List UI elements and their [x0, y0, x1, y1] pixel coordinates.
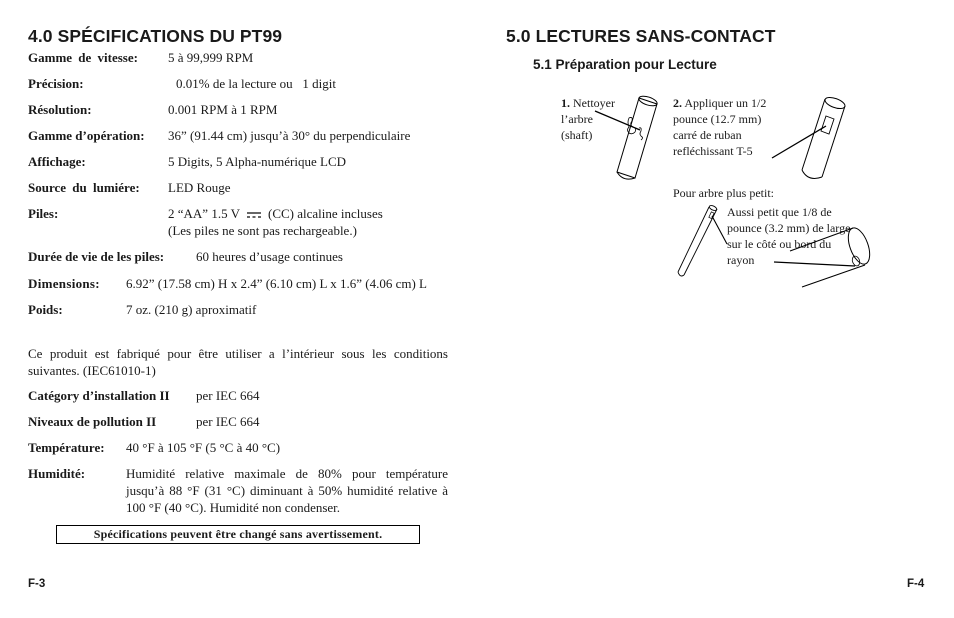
- spec-value: 60 heures d’usage continues: [196, 249, 343, 264]
- notice-box: Spécifications peuvent être changé sans avertissement.: [56, 525, 420, 544]
- spec-value: 5 Digits, 5 Alpha-numérique LCD: [168, 154, 347, 169]
- small-shaft-line1: Aussi petit que 1/8 de: [727, 205, 832, 219]
- step2-caption: [673, 95, 766, 159]
- battery-count-text: 2 “AA” 1.5 V: [168, 206, 240, 221]
- spec-label: Précision:: [28, 76, 84, 91]
- spec-value: 0.01% de la lecture ou 1 digit: [176, 76, 336, 91]
- spec-value: 36” (91.44 cm) jusqu’à 30° du perpendiculaire: [168, 128, 411, 143]
- condition-label: Température:: [28, 440, 105, 455]
- spec-value: 7 oz. (210 g) aproximatif: [126, 302, 257, 317]
- step2-line1: Appliquer un 1/2: [684, 96, 767, 110]
- spec-label: Dimensions:: [28, 276, 100, 291]
- step2-number: 2.: [673, 96, 682, 110]
- section-title-specifications: 4.0 SPÉCIFICATIONS DU PT99: [28, 26, 283, 46]
- spec-label: Source du lumiére:: [28, 180, 140, 195]
- condition-label: Niveaux de pollution II: [28, 414, 157, 429]
- section-title-non-contact: 5.0 LECTURES SANS-CONTACT: [506, 26, 776, 46]
- spec-value: 5 à 99,999 RPM: [168, 50, 254, 65]
- spec-value: 0.001 RPM à 1 RPM: [168, 102, 278, 117]
- subsection-title-preparation: 5.1 Préparation pour Lecture: [533, 57, 717, 72]
- battery-type-text: (CC) alcaline incluses: [267, 206, 383, 221]
- step1-line1: Nettoyer: [573, 96, 615, 110]
- usage-conditions-paragraph: Ce produit est fabriqué pour être utiliser a l’intérieur sous les conditions suivantes. (IEC61010-1): [28, 346, 448, 378]
- page-number-right: F-4: [907, 578, 925, 590]
- condition-label: Humidité:: [28, 466, 86, 481]
- step1-number: 1.: [561, 96, 570, 110]
- small-shaft-heading: Pour arbre plus petit:: [673, 186, 774, 200]
- spec-value-line1: [168, 205, 383, 222]
- step2-line2: pounce (12.7 mm): [673, 112, 762, 126]
- spec-label: Affichage:: [28, 154, 86, 169]
- small-shaft-line4: rayon: [727, 253, 755, 267]
- spec-value-line2: (Les piles ne sont pas rechargeable.): [168, 223, 357, 238]
- spec-label: Gamme d’opération:: [28, 128, 145, 143]
- condition-label: Catégory d’installation II: [28, 388, 170, 403]
- thin-rod-illustration: [680, 200, 730, 280]
- condition-value: per IEC 664: [196, 388, 260, 403]
- spec-label: Résolution:: [28, 102, 92, 117]
- step2-line4: refléchissant T-5: [673, 144, 753, 158]
- small-shaft-line2: pounce (3.2 mm) de large: [727, 221, 851, 235]
- cylinder-side-illustration: [760, 225, 880, 285]
- page-number-left: F-3: [28, 578, 46, 590]
- spec-label: Piles:: [28, 206, 59, 221]
- shaft-clean-illustration: [595, 90, 675, 190]
- dc-voltage-icon: [246, 211, 262, 219]
- condition-value: per IEC 664: [196, 414, 260, 429]
- small-shaft-line3: sur le côté ou bord du: [727, 237, 832, 251]
- reflective-tape-illustration: [760, 92, 860, 192]
- step2-line3: carré de ruban: [673, 128, 742, 142]
- spec-label: Poids:: [28, 302, 63, 317]
- condition-value: Humidité relative maximale de 80% pour température jusqu’à 88 °F (31 °C) diminuant à 50% humidité relative à 100 °F (40 °C). Humidité non condenser.: [126, 466, 448, 515]
- spec-label: Durée de vie de les piles:: [28, 249, 165, 264]
- condition-value: 40 °F à 105 °F (5 °C à 40 °C): [126, 440, 281, 455]
- step1-line3: (shaft): [561, 128, 593, 142]
- spec-label: Gamme de vitesse:: [28, 50, 138, 65]
- step1-line2: l’arbre: [561, 112, 593, 126]
- spec-value: LED Rouge: [168, 180, 231, 195]
- spec-value: 6.92” (17.58 cm) H x 2.4” (6.10 cm) L x 1.6” (4.06 cm) L: [126, 276, 427, 291]
